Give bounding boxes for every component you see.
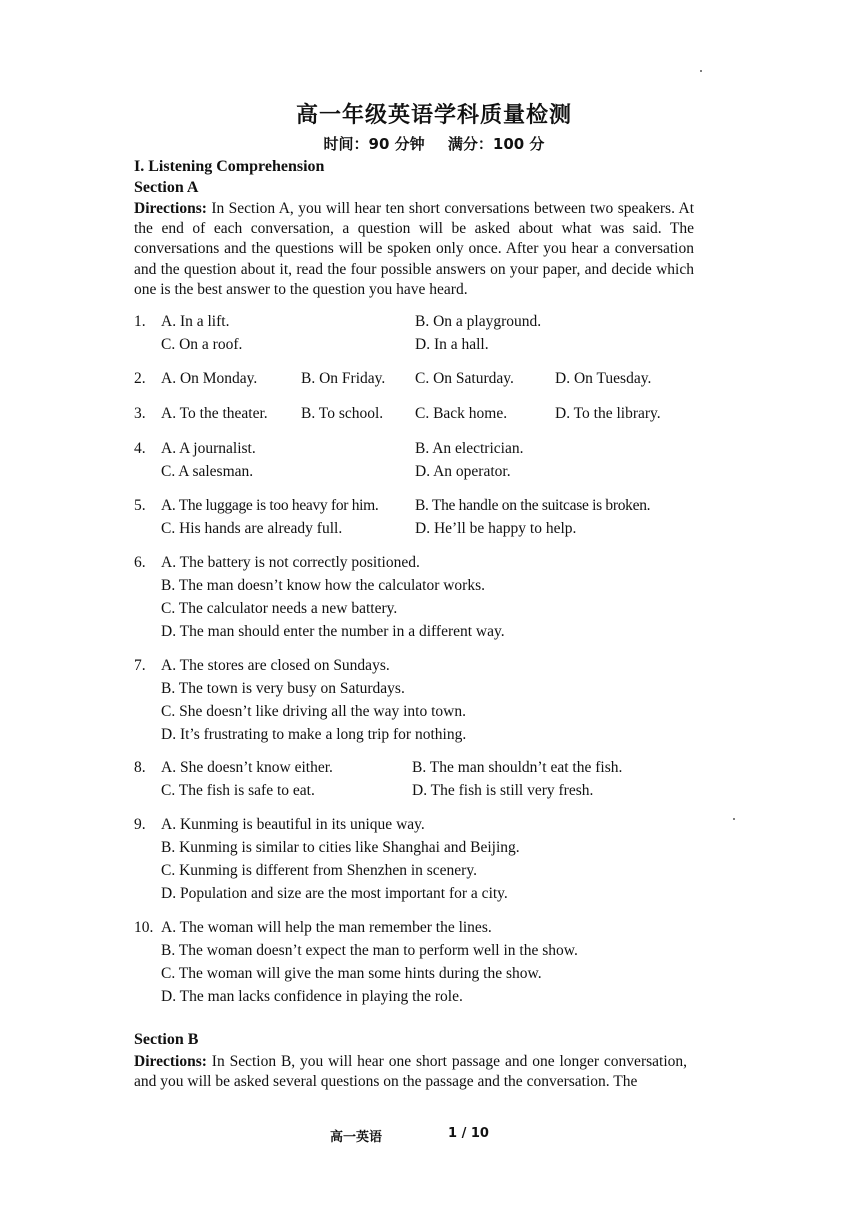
section-b-directions xyxy=(134,1052,687,1092)
option-a: A. Kunming is beautiful in its unique way. xyxy=(161,816,425,833)
question-number: 8. xyxy=(134,759,146,776)
question-number: 2. xyxy=(134,370,146,387)
option-c: C. The woman will give the man some hints during the show. xyxy=(161,965,542,982)
question-number: 9. xyxy=(134,816,146,833)
option-d: D. The man should enter the number in a different way. xyxy=(161,623,505,640)
scan-speck xyxy=(733,818,735,820)
option-a: A. The battery is not correctly positioned. xyxy=(161,554,420,571)
option-d: D. To the library. xyxy=(555,405,661,422)
question xyxy=(134,403,694,427)
option-c: C. A salesman. xyxy=(161,463,254,480)
option-a: A. She doesn’t know either. xyxy=(161,759,333,776)
question xyxy=(134,311,694,357)
question-number: 10. xyxy=(134,919,154,936)
option-b: B. The man shouldn’t eat the fish. xyxy=(412,759,623,776)
option-b: B. On Friday. xyxy=(301,370,386,387)
option-a: A. On Monday. xyxy=(161,370,258,387)
option-c: C. Back home. xyxy=(415,405,508,422)
page-number: 1 / 10 xyxy=(448,1126,489,1141)
option-c: C. The fish is safe to eat. xyxy=(161,782,315,799)
option-c: C. Kunming is different from Shenzhen in scenery. xyxy=(161,862,477,879)
directions-text: In Section A, you will hear ten short conversations between two speakers. At the end of each conversation, a question will be asked about what was said. The conversations and the questions will be spoken only once. After you hear a conversation and the question about it, read the four possible answers on your paper, and decide which one is the best answer to the question you have heard. xyxy=(134,200,695,298)
section-a-heading: Section A xyxy=(134,179,199,196)
option-d: D. The man lacks confidence in playing the role. xyxy=(161,988,463,1005)
question xyxy=(134,552,694,644)
option-a: A. To the theater. xyxy=(161,405,268,422)
exam-score: 满分：100 分 xyxy=(447,135,545,153)
option-b: B. Kunming is similar to cities like Shanghai and Beijing. xyxy=(161,839,520,856)
footer-course: 高一英语 xyxy=(330,1130,383,1145)
directions-label: Directions: xyxy=(134,1053,207,1070)
option-d: D. An operator. xyxy=(415,463,511,480)
option-d: D. In a hall. xyxy=(415,336,489,353)
option-d: D. It’s frustrating to make a long trip for nothing. xyxy=(161,726,467,743)
exam-time: 时间：90 分钟 xyxy=(323,135,425,153)
option-d: D. Population and size are the most important for a city. xyxy=(161,885,508,902)
option-c: C. The calculator needs a new battery. xyxy=(161,600,398,617)
option-d: D. On Tuesday. xyxy=(555,370,652,387)
part-heading: I. Listening Comprehension xyxy=(134,158,325,175)
option-b: B. On a playground. xyxy=(415,313,542,330)
directions-text: In Section B, you will hear one short passage and one longer conversation, and you will be asked several questions on the passage and the conversation. The xyxy=(134,1053,688,1091)
scan-speck xyxy=(700,70,702,72)
option-c: C. She doesn’t like driving all the way into town. xyxy=(161,703,466,720)
option-b: B. An electrician. xyxy=(415,440,524,457)
option-b: B. To school. xyxy=(301,405,384,422)
directions-label: Directions: xyxy=(134,200,207,217)
question-number: 6. xyxy=(134,554,146,571)
option-a: A. The stores are closed on Sundays. xyxy=(161,657,390,674)
question xyxy=(134,814,694,906)
option-b: B. The woman doesn’t expect the man to perform well in the show. xyxy=(161,942,578,959)
question-number: 4. xyxy=(134,440,146,457)
option-a: A. The woman will help the man remember the lines. xyxy=(161,919,492,936)
option-c: C. On a roof. xyxy=(161,336,243,353)
question-number: 5. xyxy=(134,497,146,514)
question xyxy=(134,917,694,1009)
option-a: A. In a lift. xyxy=(161,313,230,330)
exam-info xyxy=(0,133,868,154)
option-b: B. The man doesn’t know how the calculator works. xyxy=(161,577,486,594)
option-d: D. The fish is still very fresh. xyxy=(412,782,594,799)
option-d: D. He’ll be happy to help. xyxy=(415,520,577,537)
section-b-heading: Section B xyxy=(134,1031,199,1048)
option-b: B. The town is very busy on Saturdays. xyxy=(161,680,405,697)
option-a: A. The luggage is too heavy for him. xyxy=(161,497,379,514)
question-number: 7. xyxy=(134,657,146,674)
option-c: C. His hands are already full. xyxy=(161,520,343,537)
page-title: 高一年级英语学科质量检测 xyxy=(295,103,572,128)
question-number: 1. xyxy=(134,313,146,330)
question-number: 3. xyxy=(134,405,146,422)
option-c: C. On Saturday. xyxy=(415,370,514,387)
option-b: B. The handle on the suitcase is broken. xyxy=(415,497,651,514)
question xyxy=(134,655,694,747)
option-a: A. A journalist. xyxy=(161,440,256,457)
question xyxy=(134,757,694,803)
question xyxy=(134,438,694,484)
section-a-directions xyxy=(134,199,694,300)
question xyxy=(134,495,694,541)
question xyxy=(134,368,694,392)
